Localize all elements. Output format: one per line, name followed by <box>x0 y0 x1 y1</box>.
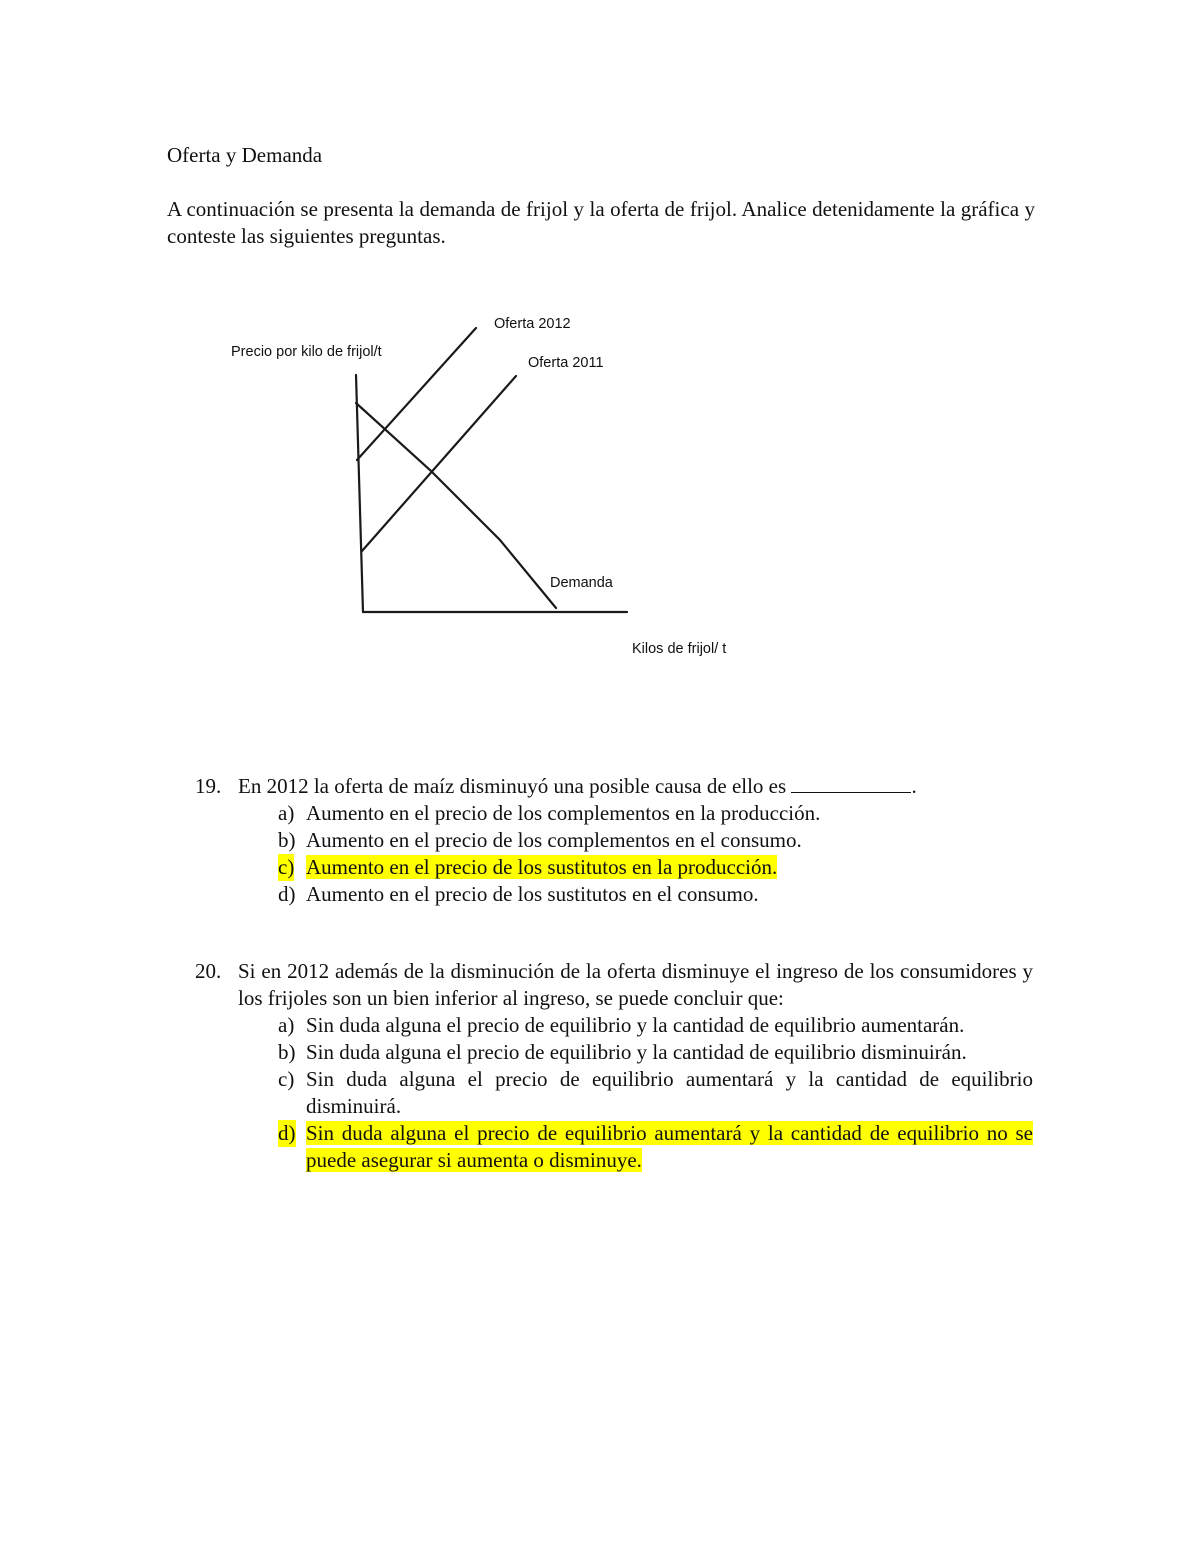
option-text: Aumento en el precio de los sustitutos en la producción. <box>306 855 778 879</box>
question-number: 20. <box>195 959 222 983</box>
option-text: Sin duda alguna el precio de equilibrio y la cantidad de equilibrio disminuirán. <box>306 1040 967 1064</box>
option-text: Aumento en el precio de los sustitutos en el consumo. <box>306 882 759 906</box>
option-d-highlighted <box>278 1120 1033 1174</box>
option-text: Sin duda alguna el precio de equilibrio y la cantidad de equilibrio aumentarán. <box>306 1013 965 1037</box>
question-text: Si en 2012 además de la disminución de la oferta disminuye el ingreso de los consumidores y los frijoles son un bien inferior al ingreso, se puede concluir que: <box>238 959 1033 1010</box>
option-text: Aumento en el precio de los complementos en la producción. <box>306 801 821 825</box>
option-c <box>278 1066 1033 1120</box>
option-text: Sin duda alguna el precio de equilibrio aumentará y la cantidad de equilibrio disminuirá. <box>306 1067 1033 1118</box>
question-19-end: . <box>911 774 917 798</box>
option-letter: d) <box>278 1121 296 1145</box>
option-letter: d) <box>278 882 296 906</box>
intro-text: A continuación se presenta la demanda de frijol y la oferta de frijol. Analice detenidamente la gráfica y conteste las siguientes preguntas. <box>167 197 1035 248</box>
option-text: Aumento en el precio de los complementos en el consumo. <box>306 828 802 852</box>
option-b <box>278 1039 1033 1066</box>
question-20 <box>195 958 1033 1174</box>
option-letter: b) <box>278 1040 296 1064</box>
option-d <box>278 881 1033 908</box>
option-a <box>278 1012 1033 1039</box>
option-letter: c) <box>278 855 295 879</box>
supply-demand-diagram <box>0 0 1200 700</box>
option-text: Sin duda alguna el precio de equilibrio aumentará y la cantidad de equilibrio no se puede asegurar si aumenta o disminuye. <box>306 1121 1033 1172</box>
answer-blank <box>791 775 911 793</box>
option-letter: b) <box>278 828 296 852</box>
x-axis-label: Kilos de frijol/ t <box>632 641 727 657</box>
supply-2011-curve <box>362 376 516 551</box>
option-letter: a) <box>278 1013 295 1037</box>
y-axis-label: Precio por kilo de frijol/t <box>231 344 382 360</box>
option-c-highlighted <box>278 854 1033 881</box>
y-axis <box>356 375 363 612</box>
option-letter: c) <box>278 1067 295 1091</box>
option-letter: a) <box>278 801 295 825</box>
question-number: 19. <box>195 774 222 798</box>
options-list <box>278 800 1033 908</box>
page-title: Oferta y Demanda <box>167 143 323 167</box>
demand-label: Demanda <box>550 575 613 591</box>
supply-2011-label: Oferta 2011 <box>528 355 604 371</box>
question-text <box>238 773 1033 800</box>
option-a <box>278 800 1033 827</box>
options-list <box>278 1012 1033 1174</box>
supply-2012-label: Oferta 2012 <box>494 316 571 332</box>
question-19 <box>195 773 1033 908</box>
question-19-text: En 2012 la oferta de maíz disminuyó una posible causa de ello es <box>238 774 787 798</box>
option-b <box>278 827 1033 854</box>
demand-curve <box>356 403 556 608</box>
